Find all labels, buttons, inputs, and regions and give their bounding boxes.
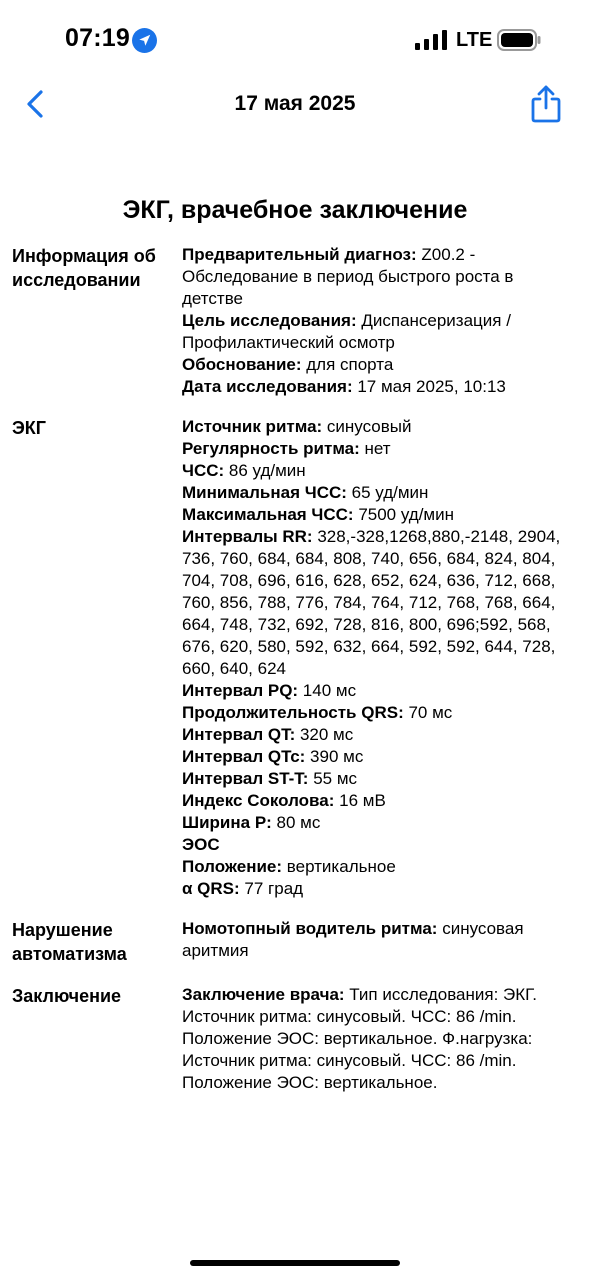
field-value: 328,-328,1268,880,-2148, 2904, 736, 760, 684, 684, 808, 740, 656, 684, 824, 804, 704, 708, 696, 616, 628, 652, 624, 636, 712, 668, 760, 856, 788, 776, 784, 764, 712, 768, 768, 664, 664, 748, 732, 692, 728, 816, 800, 696;592, 568, 676, 620, 580, 592, 632, 664, 592, 592, 644, 728, 660, 640, 624 xyxy=(182,527,561,678)
nav-title: 17 мая 2025 xyxy=(234,92,356,115)
field-value: Диспансеризация / Профилактический осмотр xyxy=(182,311,511,352)
field-key: Интервал QT: xyxy=(182,725,296,744)
field-value: 77 град xyxy=(239,879,304,898)
report-field xyxy=(182,768,578,790)
status-time: 07:19 xyxy=(65,24,130,52)
field-key: Интервал ST-T: xyxy=(182,769,309,788)
report-section xyxy=(12,918,578,966)
field-key: Интервал PQ: xyxy=(182,681,299,700)
field-key: Индекс Соколова: xyxy=(182,791,335,810)
field-key: Дата исследования: xyxy=(182,377,353,396)
report-field xyxy=(182,918,578,962)
share-icon[interactable] xyxy=(528,84,564,124)
field-value: 140 мс xyxy=(298,681,357,700)
report-field xyxy=(182,482,578,504)
field-value: нет xyxy=(359,439,391,458)
section-label: ЭКГ xyxy=(12,418,46,438)
field-key: Положение: xyxy=(182,857,283,876)
report-field xyxy=(182,746,578,768)
report-section xyxy=(12,416,578,900)
report-field xyxy=(182,724,578,746)
field-value: 80 мс xyxy=(271,813,321,832)
field-value: Z00.2 - Обследование в период быстрого роста в детстве xyxy=(182,245,514,308)
field-key: Максимальная ЧСС: xyxy=(182,505,354,524)
report-field xyxy=(182,878,578,900)
report-field xyxy=(182,812,578,834)
report-field xyxy=(182,416,578,438)
section-body xyxy=(182,984,578,1094)
field-value: 17 мая 2025, 10:13 xyxy=(352,377,506,396)
report-field xyxy=(182,460,578,482)
field-key: α QRS: xyxy=(182,879,240,898)
field-value: 55 мс xyxy=(308,769,358,788)
report-field xyxy=(182,244,578,310)
field-value: 86 уд/мин xyxy=(224,461,306,480)
field-key: Продолжительность QRS: xyxy=(182,703,404,722)
field-key: ЭОС xyxy=(182,835,220,854)
cellular-signal-icon xyxy=(415,30,447,50)
report-field xyxy=(182,834,578,856)
field-key: ЧСС: xyxy=(182,461,225,480)
report-section xyxy=(12,984,578,1094)
field-key: Интервал QTc: xyxy=(182,747,306,766)
ecg-report xyxy=(12,244,578,1112)
report-field xyxy=(182,504,578,526)
report-field xyxy=(182,354,578,376)
field-value: Тип исследования: ЭКГ. Источник ритма: синусовый. ЧСС: 86 /min. Положение ЭОС: вертикальное. Ф.нагрузка: Источник ритма: синусовый. ЧСС: 86 /min. Положение ЭОС: вертикальное. xyxy=(182,985,538,1092)
location-arrow-icon xyxy=(132,28,157,53)
field-key: Минимальная ЧСС: xyxy=(182,483,347,502)
report-field xyxy=(182,790,578,812)
report-field xyxy=(182,438,578,460)
document-title: ЭКГ, врачебное заключение xyxy=(122,196,468,224)
status-bar xyxy=(0,0,590,80)
field-key: Заключение врача: xyxy=(182,985,345,1004)
field-value: 320 мс xyxy=(295,725,354,744)
report-section xyxy=(12,244,578,398)
section-body xyxy=(182,416,578,900)
field-key: Цель исследования: xyxy=(182,311,357,330)
field-value: вертикальное xyxy=(282,857,396,876)
section-label: Заключение xyxy=(12,986,122,1006)
section-body xyxy=(182,918,578,966)
report-field xyxy=(182,984,578,1094)
report-field xyxy=(182,376,578,398)
field-key: Регулярность ритма: xyxy=(182,439,360,458)
field-value: 16 мВ xyxy=(334,791,386,810)
section-label: Нарушение автоматизма xyxy=(12,920,127,964)
field-value: для спорта xyxy=(301,355,394,374)
section-label: Информация об исследовании xyxy=(12,246,156,290)
report-field xyxy=(182,680,578,702)
section-body xyxy=(182,244,578,398)
battery-icon xyxy=(497,29,541,51)
field-value: 7500 уд/мин xyxy=(353,505,455,524)
field-value: 65 уд/мин xyxy=(346,483,429,502)
field-key: Источник ритма: xyxy=(182,417,323,436)
report-field xyxy=(182,526,578,680)
field-value: синусовая аритмия xyxy=(182,919,524,960)
network-type: LTE xyxy=(456,29,493,51)
field-value: синусовый xyxy=(322,417,412,436)
field-value: 390 мс xyxy=(305,747,364,766)
field-key: Ширина P: xyxy=(182,813,272,832)
field-key: Номотопный водитель ритма: xyxy=(182,919,438,938)
report-field xyxy=(182,702,578,724)
field-value: 70 мс xyxy=(403,703,453,722)
home-indicator[interactable] xyxy=(190,1260,400,1266)
field-key: Обоснование: xyxy=(182,355,302,374)
report-field xyxy=(182,310,578,354)
field-key: Интервалы RR: xyxy=(182,527,313,546)
field-key: Предварительный диагноз: xyxy=(182,245,417,264)
report-field xyxy=(182,856,578,878)
